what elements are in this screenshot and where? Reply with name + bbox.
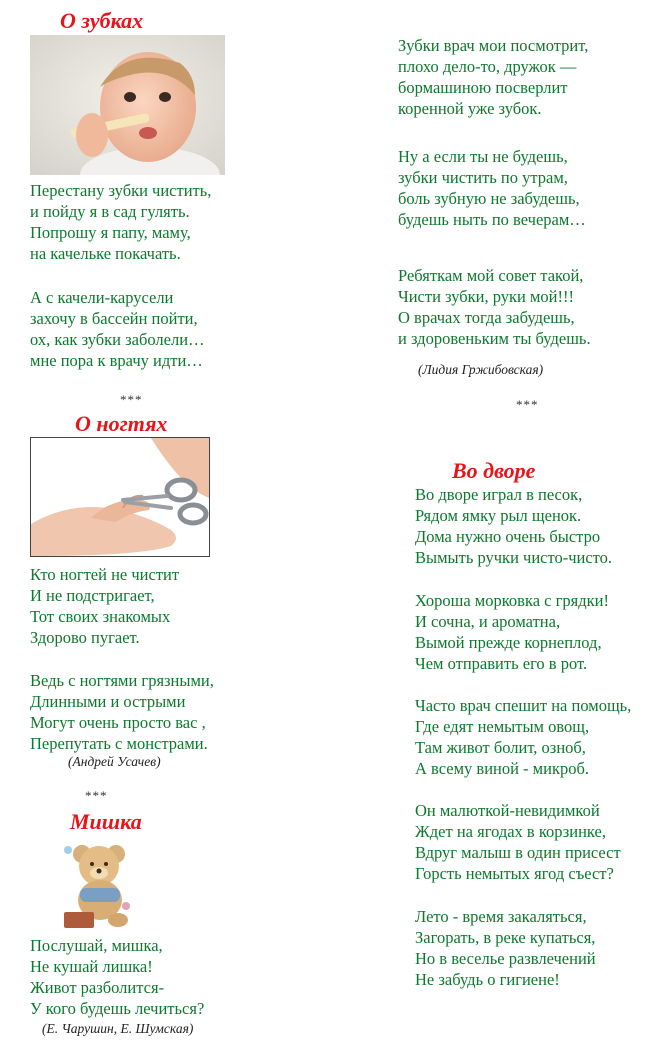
verse-line: Дома нужно очень быстро <box>415 527 601 546</box>
verse-line: Вымой прежде корнеплод, <box>415 633 602 652</box>
poem-yard-stanza-2 <box>415 590 609 674</box>
verse-line: Горсть немытых ягод съест? <box>415 864 614 883</box>
verse-line: Вымыть ручки чисто-чисто. <box>415 548 613 567</box>
verse-line: И не подстригает, <box>30 586 155 605</box>
verse-line: Ждет на ягодах в корзинке, <box>415 822 606 841</box>
verse-line: А всему виной - микроб. <box>415 759 589 778</box>
verse-line: Чем отправить его в рот. <box>415 654 588 673</box>
verse-line: зубки чистить по утрам, <box>398 168 568 187</box>
verse-line: Не забудь о гигиене! <box>415 970 560 989</box>
verse-line: Здорово пугает. <box>30 628 140 647</box>
poem-title-bear: Мишка <box>70 809 142 834</box>
poem-yard-stanza-4 <box>415 800 621 884</box>
verse-line: Чисти зубки, руки мой!!! <box>398 287 574 306</box>
poem-title-teeth: О зубках <box>60 8 144 33</box>
verse-line: мне пора к врачу идти… <box>30 351 203 370</box>
verse-line: Хороша морковка с грядки! <box>415 591 609 610</box>
verse-line: Зубки врач мои посмотрит, <box>398 36 589 55</box>
poem-teeth-stanza-1 <box>30 180 211 264</box>
poem-teeth-stanza-3 <box>398 35 588 119</box>
poem-bear-author: (Е. Чарушин, Е. Шумская) <box>42 1021 194 1036</box>
nail-clipping-image <box>30 437 210 557</box>
verse-line: Вдруг малыш в один присест <box>415 843 621 862</box>
verse-line: Попрошу я папу, маму, <box>30 223 191 242</box>
verse-line: Могут очень просто вас , <box>30 713 206 732</box>
verse-line: Тот своих знакомых <box>30 607 171 626</box>
poem-teeth-stanza-5 <box>398 265 591 349</box>
poem-teeth-stanza-2 <box>30 287 205 371</box>
verse-line: Перепутать с монстрами. <box>30 734 208 753</box>
verse-line: Живот разболится- <box>30 978 165 997</box>
verse-line: плохо дело-то, дружок — <box>398 57 577 76</box>
verse-line: А с качели-карусели <box>30 288 174 307</box>
verse-line: Послушай, мишка, <box>30 936 163 955</box>
verse-line: ох, как зубки заболели… <box>30 330 205 349</box>
verse-line: Лето - время закаляться, <box>415 907 587 926</box>
poem-nails-stanza-1 <box>30 564 179 648</box>
verse-line: Не кушай лишка! <box>30 957 153 976</box>
verse-line: Там живот болит, озноб, <box>415 738 586 757</box>
section-separator: *** <box>516 397 539 412</box>
section-separator: *** <box>120 392 143 407</box>
poem-title-yard: Во дворе <box>452 458 536 483</box>
teddy-bear-image <box>58 836 138 932</box>
verse-line: Перестану зубки чистить, <box>30 181 212 200</box>
verse-line: И сочна, и ароматна, <box>415 612 561 631</box>
verse-line: и здоровеньким ты будешь. <box>398 329 591 348</box>
verse-line: будешь ныть по вечерам… <box>398 210 586 229</box>
verse-line: Ведь с ногтями грязными, <box>30 671 214 690</box>
poem-bear-stanza-1 <box>30 935 204 1019</box>
verse-line: бормашиною посверлит <box>398 78 568 97</box>
verse-line: Ну а если ты не будешь, <box>398 147 568 166</box>
verse-line: Но в веселье развлечений <box>415 949 596 968</box>
verse-line: и пойду я в сад гулять. <box>30 202 190 221</box>
verse-line: Рядом ямку рыл щенок. <box>415 506 582 525</box>
poem-teeth-author: (Лидия Гржибовская) <box>418 362 544 377</box>
child-brushing-teeth-image <box>30 35 225 175</box>
verse-line: Во дворе играл в песок, <box>415 485 583 504</box>
verse-line: Кто ногтей не чистит <box>30 565 180 584</box>
verse-line: боль зубную не забудешь, <box>398 189 580 208</box>
verse-line: коренной уже зубок. <box>398 99 542 118</box>
verse-line: Он малюткой-невидимкой <box>415 801 600 820</box>
poem-yard-stanza-1 <box>415 484 612 568</box>
poem-nails-stanza-2 <box>30 670 214 754</box>
verse-line: Часто врач спешит на помощь, <box>415 696 632 715</box>
poem-teeth-stanza-4 <box>398 146 586 230</box>
poem-yard-stanza-3 <box>415 695 631 779</box>
poem-nails-author: (Андрей Усачев) <box>68 754 161 769</box>
verse-line: Где едят немытым овощ, <box>415 717 590 736</box>
section-separator: *** <box>85 788 108 803</box>
poem-yard-stanza-5 <box>415 906 596 990</box>
verse-line: Ребяткам мой совет такой, <box>398 266 584 285</box>
poem-title-nails: О ногтях <box>75 411 168 436</box>
verse-line: О врачах тогда забудешь, <box>398 308 575 327</box>
verse-line: захочу в бассейн пойти, <box>30 309 198 328</box>
verse-line: У кого будешь лечиться? <box>30 999 205 1018</box>
verse-line: на качельке покачать. <box>30 244 181 263</box>
verse-line: Длинными и острыми <box>30 692 186 711</box>
verse-line: Загорать, в реке купаться, <box>415 928 596 947</box>
